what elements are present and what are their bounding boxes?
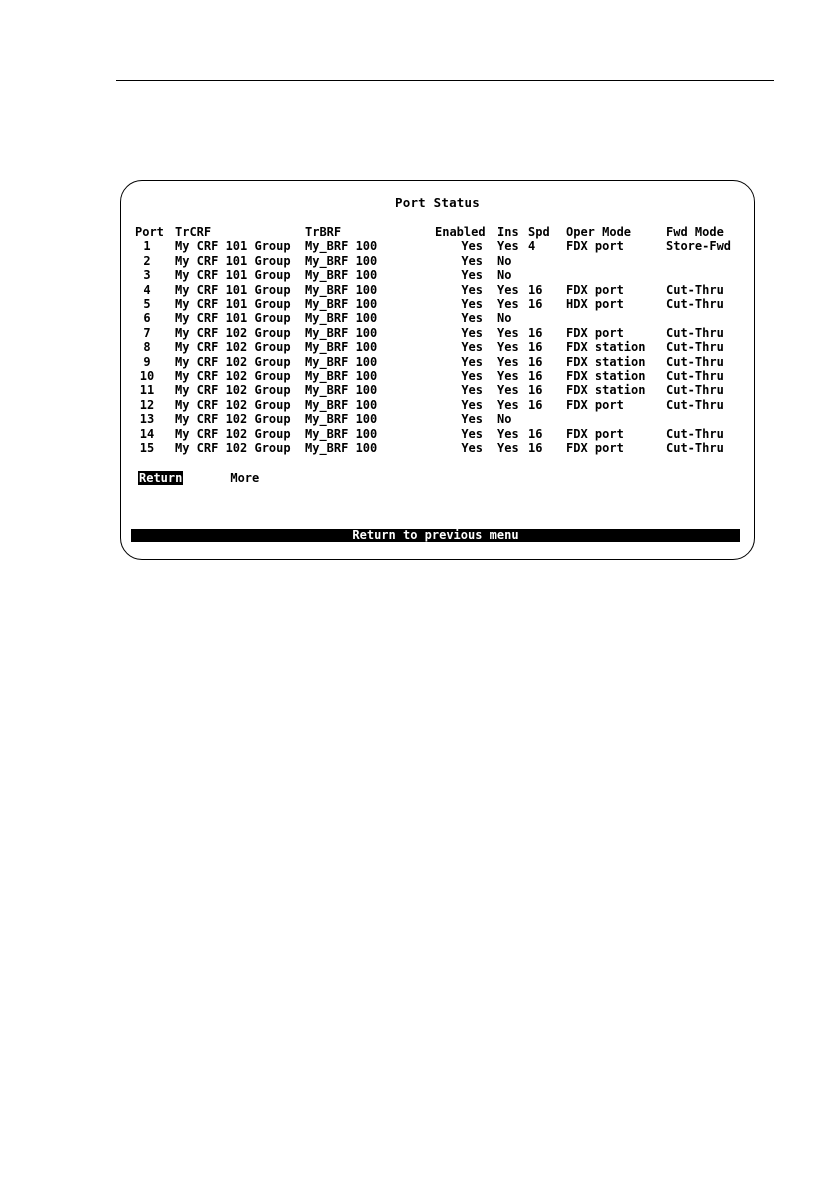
cell-fwd-mode: Cut-Thru (666, 441, 724, 456)
cell-trcrf: My CRF 102 Group (175, 397, 291, 412)
table-row[interactable] (135, 326, 738, 340)
cell-trbrf: My_BRF 100 (305, 383, 378, 398)
cell-ins: Yes (497, 397, 519, 412)
cell-port: 15 (139, 441, 155, 456)
cell-trbrf: My_BRF 100 (305, 253, 378, 268)
cell-spd: 16 (528, 297, 543, 312)
cell-fwd-mode: Cut-Thru (666, 354, 724, 369)
cell-enabled: Yes (461, 297, 483, 312)
cell-ins: Yes (497, 297, 519, 312)
cell-trbrf: My_BRF 100 (305, 441, 378, 456)
cell-trcrf: My CRF 102 Group (175, 426, 291, 441)
cell-oper-mode: FDX port (566, 426, 624, 441)
cell-enabled: Yes (461, 340, 483, 355)
cell-enabled: Yes (461, 268, 483, 283)
cell-trbrf: My_BRF 100 (305, 268, 378, 283)
port-status-table (135, 225, 738, 456)
table-row[interactable] (135, 412, 738, 426)
cell-ins: Yes (497, 441, 519, 456)
cell-trbrf: My_BRF 100 (305, 311, 378, 326)
table-row[interactable] (135, 398, 738, 412)
cell-ins: Yes (497, 383, 519, 398)
cell-oper-mode: FDX port (566, 397, 624, 412)
cell-trbrf: My_BRF 100 (305, 340, 378, 355)
cell-port: 14 (139, 426, 155, 441)
cell-trcrf: My CRF 102 Group (175, 325, 291, 340)
cell-port: 7 (143, 325, 151, 340)
cell-oper-mode (566, 311, 666, 325)
cell-spd: 16 (528, 441, 543, 456)
cell-port: 12 (139, 397, 155, 412)
header-enabled: Enabled (435, 225, 486, 239)
cell-enabled: Yes (461, 239, 483, 254)
header-spd: Spd (528, 225, 550, 239)
cell-port: 1 (143, 239, 151, 254)
cell-fwd-mode: Cut-Thru (666, 369, 724, 384)
cell-trbrf: My_BRF 100 (305, 397, 378, 412)
cell-ins: No (497, 253, 512, 268)
cell-fwd-mode: Cut-Thru (666, 297, 724, 312)
cell-trcrf: My CRF 101 Group (175, 297, 291, 312)
cell-oper-mode: FDX station (566, 369, 646, 384)
cell-enabled: Yes (461, 383, 483, 398)
cell-fwd-mode: Cut-Thru (666, 397, 724, 412)
cell-oper-mode (566, 268, 666, 282)
cell-trbrf: My_BRF 100 (305, 369, 378, 384)
cell-enabled: Yes (461, 311, 483, 326)
table-row[interactable] (135, 297, 738, 311)
cell-fwd-mode: Cut-Thru (666, 340, 724, 355)
cell-enabled: Yes (461, 282, 483, 297)
cell-trbrf: My_BRF 100 (305, 282, 378, 297)
cell-ins: Yes (497, 340, 519, 355)
table-row[interactable] (135, 427, 738, 441)
cell-fwd-mode: Cut-Thru (666, 383, 724, 398)
cell-fwd-mode: Store-Fwd (666, 239, 732, 254)
cell-enabled: Yes (461, 412, 483, 427)
cell-trcrf: My CRF 101 Group (175, 253, 291, 268)
cell-spd: 16 (528, 282, 543, 297)
cell-fwd-mode (666, 311, 738, 325)
cell-enabled: Yes (461, 369, 483, 384)
table-row[interactable] (135, 254, 738, 268)
cell-oper-mode: FDX port (566, 441, 624, 456)
cell-fwd-mode: Cut-Thru (666, 426, 724, 441)
cell-spd: 16 (528, 369, 543, 384)
table-row[interactable] (135, 441, 738, 455)
cell-fwd-mode (666, 268, 738, 282)
table-row[interactable] (135, 283, 738, 297)
cell-port: 8 (143, 340, 151, 355)
table-row[interactable] (135, 311, 738, 325)
cell-ins: Yes (497, 239, 519, 254)
action-bar (138, 471, 260, 485)
cell-spd (528, 311, 566, 325)
cell-spd (528, 254, 566, 268)
status-bar: Return to previous menu (131, 529, 740, 542)
cell-port: 6 (143, 311, 151, 326)
cell-trcrf: My CRF 101 Group (175, 239, 291, 254)
cell-port: 5 (143, 297, 151, 312)
cell-ins: Yes (497, 369, 519, 384)
more-button[interactable]: More (230, 471, 260, 485)
cell-trcrf: My CRF 102 Group (175, 340, 291, 355)
cell-spd: 16 (528, 325, 543, 340)
cell-spd (528, 412, 566, 426)
cell-oper-mode (566, 254, 666, 268)
page-header-rule (116, 80, 774, 81)
cell-trcrf: My CRF 101 Group (175, 282, 291, 297)
cell-fwd-mode: Cut-Thru (666, 325, 724, 340)
cell-fwd-mode (666, 412, 738, 426)
cell-spd: 16 (528, 354, 543, 369)
cell-ins: No (497, 412, 512, 427)
cell-oper-mode: FDX station (566, 340, 646, 355)
cell-enabled: Yes (461, 397, 483, 412)
cell-port: 3 (143, 268, 151, 283)
cell-enabled: Yes (461, 325, 483, 340)
cell-oper-mode: FDX port (566, 325, 624, 340)
cell-spd: 16 (528, 340, 543, 355)
cell-trbrf: My_BRF 100 (305, 239, 378, 254)
table-row[interactable] (135, 340, 738, 354)
cell-enabled: Yes (461, 426, 483, 441)
cell-trbrf: My_BRF 100 (305, 426, 378, 441)
cell-trcrf: My CRF 102 Group (175, 369, 291, 384)
cell-enabled: Yes (461, 354, 483, 369)
table-row[interactable] (135, 369, 738, 383)
cell-spd: 16 (528, 397, 543, 412)
table-row[interactable] (135, 383, 738, 397)
cell-ins: No (497, 311, 512, 326)
cell-fwd-mode: Cut-Thru (666, 282, 724, 297)
cell-spd: 16 (528, 426, 543, 441)
cell-oper-mode: HDX port (566, 297, 624, 312)
cell-ins: Yes (497, 325, 519, 340)
header-port: Port (135, 225, 164, 239)
cell-ins: No (497, 268, 512, 283)
cell-trbrf: My_BRF 100 (305, 354, 378, 369)
cell-trcrf: My CRF 101 Group (175, 311, 291, 326)
cell-port: 4 (143, 282, 151, 297)
cell-trcrf: My CRF 102 Group (175, 412, 291, 427)
cell-oper-mode: FDX port (566, 282, 624, 297)
screen-title: Port Status (395, 195, 480, 210)
cell-port: 13 (139, 412, 155, 427)
cell-trbrf: My_BRF 100 (305, 297, 378, 312)
cell-port: 11 (139, 383, 155, 398)
cell-trcrf: My CRF 102 Group (175, 354, 291, 369)
header-fwd-mode: Fwd Mode (666, 225, 724, 239)
cell-oper-mode: FDX station (566, 383, 646, 398)
cell-fwd-mode (666, 254, 738, 268)
terminal-screen (120, 180, 755, 560)
table-row[interactable] (135, 239, 738, 253)
cell-oper-mode (566, 412, 666, 426)
cell-ins: Yes (497, 282, 519, 297)
cell-trcrf: My CRF 102 Group (175, 441, 291, 456)
cell-oper-mode: FDX port (566, 239, 624, 254)
cell-oper-mode: FDX station (566, 354, 646, 369)
header-oper-mode: Oper Mode (566, 225, 632, 239)
cell-enabled: Yes (461, 253, 483, 268)
cell-spd: 4 (528, 239, 536, 254)
table-row[interactable] (135, 355, 738, 369)
cell-spd (528, 268, 566, 282)
cell-trbrf: My_BRF 100 (305, 412, 378, 427)
cell-trbrf: My_BRF 100 (305, 325, 378, 340)
cell-port: 10 (139, 369, 155, 384)
table-row[interactable] (135, 268, 738, 282)
header-trcrf: TrCRF (175, 225, 212, 239)
cell-trcrf: My CRF 101 Group (175, 268, 291, 283)
cell-trcrf: My CRF 102 Group (175, 383, 291, 398)
header-ins: Ins (497, 225, 519, 239)
return-button[interactable]: Return (139, 471, 183, 485)
cell-port: 2 (143, 253, 151, 268)
header-trbrf: TrBRF (305, 225, 342, 239)
table-header-row (135, 225, 738, 239)
cell-port: 9 (143, 354, 151, 369)
cell-ins: Yes (497, 354, 519, 369)
cell-enabled: Yes (461, 441, 483, 456)
cell-ins: Yes (497, 426, 519, 441)
cell-spd: 16 (528, 383, 543, 398)
